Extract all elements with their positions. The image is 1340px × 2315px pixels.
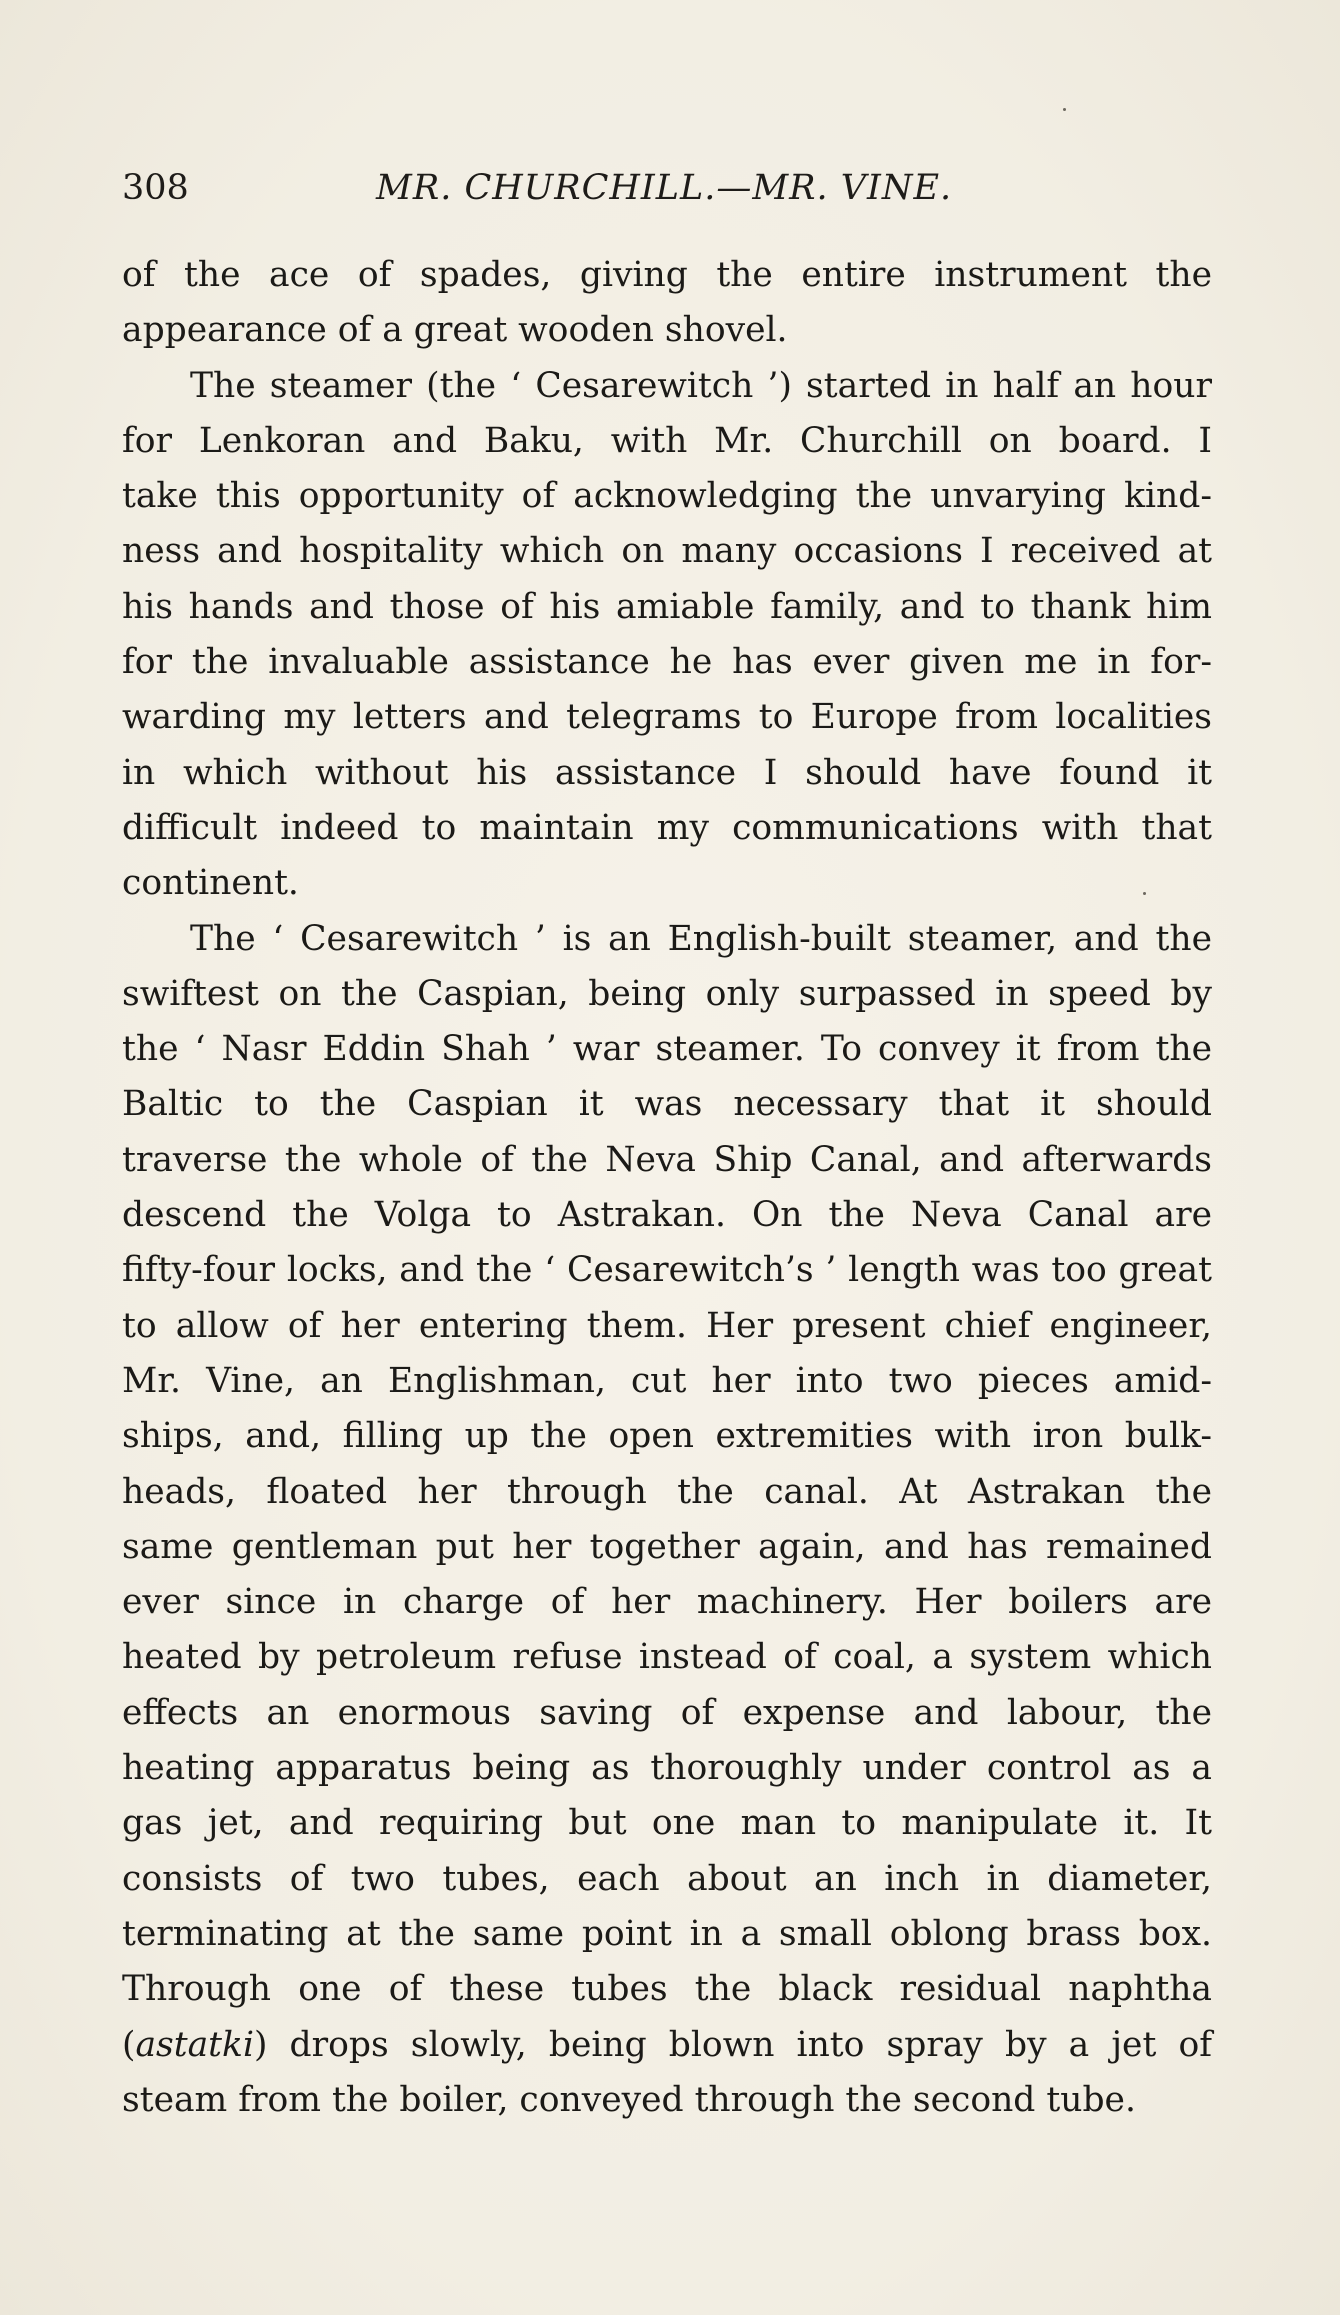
text-line: gas jet, and requiring but one man to manipulate it. It [122, 1803, 1212, 1844]
text-line: consists of two tubes, each about an inch in diameter, [122, 1858, 1212, 1899]
text-line: difficult indeed to maintain my communications with that [122, 807, 1212, 848]
text-line: steam from the boiler, conveyed through the second tube. [122, 2079, 1136, 2120]
text-line: in which without his assistance I should have found it [122, 752, 1212, 793]
text-line: descend the Volga to Astrakan. On the Neva Canal are [122, 1195, 1212, 1236]
text-line: Baltic to the Caspian it was necessary that it should [122, 1084, 1212, 1125]
text-line: The ‘ Cesarewitch ’ is an English-built steamer, and the [190, 918, 1212, 959]
text-line: ever since in charge of her machinery. Her boilers are [122, 1582, 1212, 1623]
text-line: Through one of these tubes the black residual naphtha [122, 1969, 1212, 2010]
text-line: heads, floated her through the canal. At Astrakan the [122, 1471, 1212, 1512]
text-line: for Lenkoran and Baku, with Mr. Churchill on board. I [122, 420, 1212, 461]
text-line: the ‘ Nasr Eddin Shah ’ war steamer. To convey it from the [122, 1029, 1212, 1070]
text-line: his hands and those of his amiable family, and to thank him [122, 586, 1212, 627]
paper-speck [1063, 108, 1066, 111]
text-line: terminating at the same point in a small oblong brass box. [122, 1913, 1212, 1954]
text-line: heated by petroleum refuse instead of coal, a system which [122, 1637, 1212, 1678]
text-line: Mr. Vine, an Englishman, cut her into two pieces amid- [122, 1360, 1212, 1401]
text-line: ness and hospitality which on many occasions I received at [122, 531, 1212, 572]
text-line: take this opportunity of acknowledging the unvarying kind- [122, 476, 1212, 517]
text-line: fifty-four locks, and the ‘ Cesarewitch’s ’ length was too great [122, 1250, 1212, 1291]
paper-speck [1143, 892, 1146, 895]
text-line: for the invaluable assistance he has ever given me in for- [122, 642, 1212, 683]
text-line: traverse the whole of the Neva Ship Canal, and afterwards [122, 1139, 1212, 1180]
text-line-with-italic [122, 2018, 1212, 2073]
text-line: swiftest on the Caspian, being only surpassed in speed by [122, 973, 1212, 1014]
page-number: 308 [122, 168, 189, 208]
text-line: The steamer (the ‘ Cesarewitch ’) started in half an hour [190, 365, 1212, 406]
body-text [122, 248, 1212, 2128]
page-header [122, 168, 1212, 228]
text-line: effects an enormous saving of expense and labour, the [122, 1692, 1212, 1733]
text-line: heating apparatus being as thoroughly under control as a [122, 1748, 1212, 1789]
text-line: ships, and, filling up the open extremities with iron bulk- [122, 1416, 1212, 1457]
text-line: to allow of her entering them. Her present chief engineer, [122, 1305, 1212, 1346]
paren-open: ( [122, 2024, 136, 2065]
text-line: warding my letters and telegrams to Europe from localities [122, 697, 1212, 738]
text-line: of the ace of spades, giving the entire instrument the [122, 255, 1212, 295]
text-line: continent. [122, 863, 299, 904]
line-rest: ) drops slowly, being blown into spray by a jet of [253, 2024, 1212, 2065]
italic-term: astatki [135, 2024, 254, 2065]
running-head: MR. CHURCHILL.—MR. VINE. [376, 168, 953, 208]
text-line: appearance of a great wooden shovel. [122, 310, 788, 351]
text-line: same gentleman put her together again, and has remained [122, 1526, 1212, 1567]
